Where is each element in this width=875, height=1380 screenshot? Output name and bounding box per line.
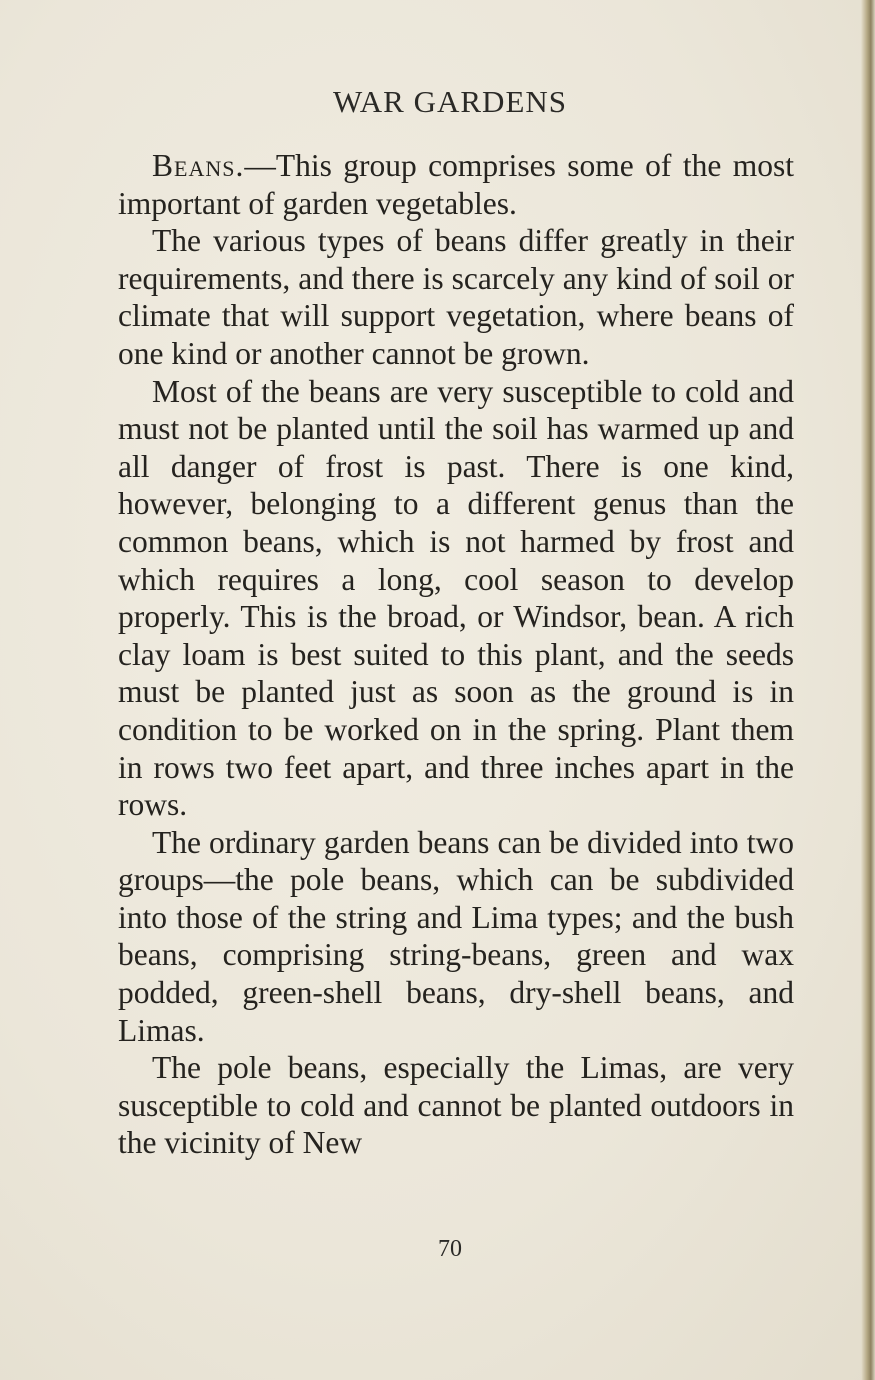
page-edge [861,0,875,1380]
running-head: WAR GARDENS [332,84,568,119]
paragraph-2: The various types of beans differ greatly in their requirements, and there is scarcely any kind of soil or climate that will support vegetation, where beans of one kind or another cannot be grown. [118,223,794,371]
page-number: 70 [438,1236,462,1262]
section-lead-word: Beans. [152,148,245,183]
paragraph-beans-intro [118,147,794,222]
paragraph-5: The pole beans, especially the Limas, are very susceptible to cold and cannot be planted outdoors in the vicinity of New [118,1050,794,1161]
body-text [118,147,794,1162]
paragraph-1-text: —This group comprises some of the most important of garden vegetables. [118,148,794,221]
paragraph-4: The ordinary garden beans can be divided into two groups—the pole beans, which can be subdivided into those of the string and Lima types; and the bush beans, comprising string-beans, green and wax podded, green-shell beans, dry-shell beans, and Limas. [118,824,794,1048]
paragraph-3: Most of the beans are very susceptible to cold and must not be planted until the soil has warmed up and all danger of frost is past. There is one kind, however, belonging to a different genus than the common beans, which is not harmed by frost and which requires a long, cool season to develop properly. This is the broad, or Windsor, bean. A rich clay loam is best suited to this plant, and the seeds must be planted just as soon as the ground is in condition to be worked on in the spring. Plant them in rows two feet apart, and three inches apart in the rows. [118,373,794,823]
